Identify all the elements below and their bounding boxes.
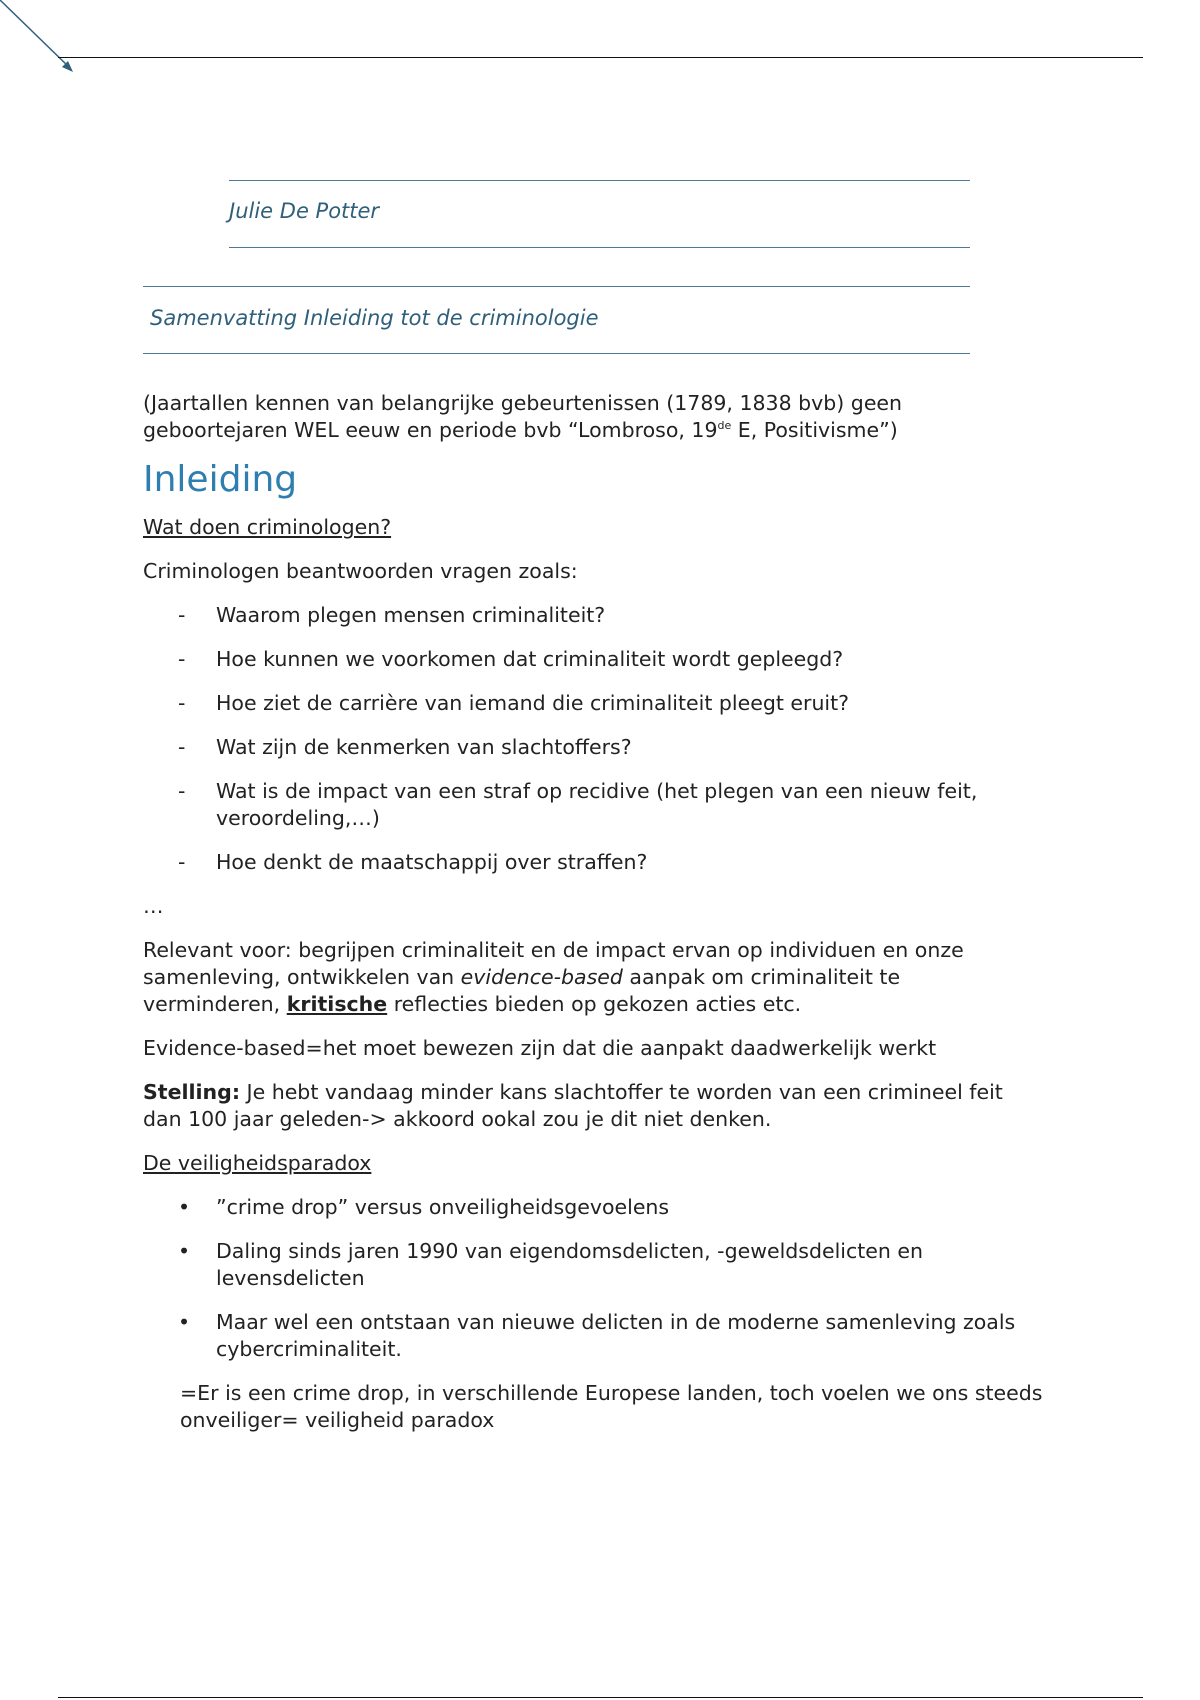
questions-lead: Criminologen beantwoorden vragen zoals: <box>143 559 578 583</box>
list-item: - Hoe kunnen we voorkomen dat criminaliteit wordt gepleegd? <box>178 647 844 671</box>
footer-rule <box>58 1697 1143 1698</box>
section-heading: Inleiding <box>143 459 298 500</box>
evidence-definition: Evidence-based=het moet bewezen zijn dat die aanpakt daadwerkelijk werkt <box>143 1036 937 1060</box>
dash-marker: - <box>178 603 186 627</box>
relevance-paragraph: Relevant voor: begrijpen criminaliteit en de impact ervan op individuen en onze samenleving, ontwikkelen van evidence-based aanpak om criminaliteit te verminderen, kritische reflecties bieden op gekozen acties etc. <box>143 938 964 1016</box>
author-top-rule <box>229 180 970 181</box>
list-item: - Hoe ziet de carrière van iemand die criminaliteit pleegt eruit? <box>178 691 850 715</box>
document-body <box>143 390 1043 1451</box>
stelling-paragraph: Stelling: Je hebt vandaag minder kans slachtoffer te worden van een crimineel feit dan 100 jaar geleden-> akkoord ookal zou je dit niet denken. <box>143 1080 1003 1131</box>
bullet-marker: • <box>178 1195 191 1219</box>
bullet-marker: • <box>178 1310 191 1334</box>
questions-list <box>143 602 1043 876</box>
list-item: • ”crime drop” versus onveiligheidsgevoelens <box>178 1195 670 1219</box>
dash-marker: - <box>178 850 186 874</box>
author-bottom-rule <box>229 247 970 248</box>
author-name: Julie De Potter <box>229 199 380 223</box>
list-item: - Waarom plegen mensen criminaliteit? <box>178 603 606 627</box>
list-item: - Hoe denkt de maatschappij over straffen? <box>178 850 648 874</box>
subheading-paradox: De veiligheidsparadox <box>143 1151 372 1175</box>
list-item: - Wat zijn de kenmerken van slachtoffers? <box>178 735 632 759</box>
title-top-rule <box>143 286 970 287</box>
bullet-marker: • <box>178 1239 191 1263</box>
list-item: • Maar wel een ontstaan van nieuwe delicten in de moderne samenleving zoals cybercriminaliteit. <box>178 1310 1016 1361</box>
paradox-conclusion: =Er is een crime drop, in verschillende Europese landen, toch voelen we ons steeds onveiliger= veiligheid paradox <box>180 1381 1043 1432</box>
corner-arrow-icon <box>0 0 80 80</box>
document-title: Samenvatting Inleiding tot de criminologie <box>150 306 599 330</box>
ellipsis: … <box>143 894 164 918</box>
paradox-list <box>143 1194 1043 1363</box>
dash-marker: - <box>178 647 186 671</box>
dash-marker: - <box>178 691 186 715</box>
intro-note: (Jaartallen kennen van belangrijke gebeurtenissen (1789, 1838 bvb) geen geboortejaren WEL eeuw en periode bvb “Lombroso, 19de E, Positivisme”) <box>143 391 903 442</box>
list-item: • Daling sinds jaren 1990 van eigendomsdelicten, -geweldsdelicten en levensdelicten <box>178 1239 924 1290</box>
dash-marker: - <box>178 735 186 759</box>
dash-marker: - <box>178 779 186 803</box>
list-item: - Wat is de impact van een straf op recidive (het plegen van een nieuw feit, veroordeling,…) <box>178 779 978 830</box>
subheading-criminologists: Wat doen criminologen? <box>143 515 392 539</box>
header-rule <box>58 57 1143 58</box>
title-bottom-rule <box>143 353 970 354</box>
